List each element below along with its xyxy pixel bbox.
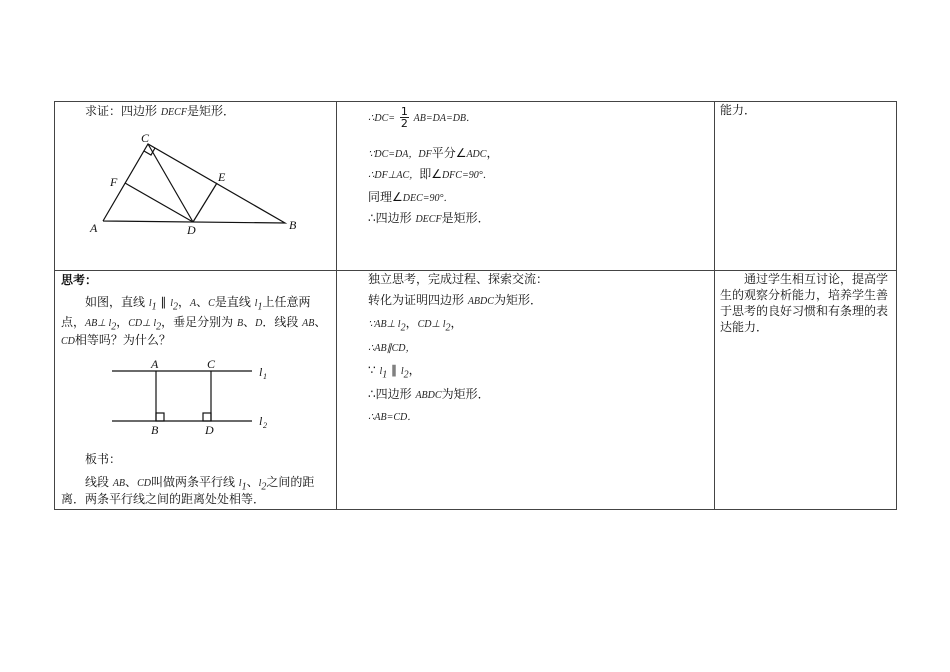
- work-line-1: 独立思考，完成过程、探索交流：: [368, 272, 549, 286]
- question-line-1: 如图，直线 $l_1$ ∥ $l_2$，A、C是直线 $l_1$上任意两: [85, 295, 311, 313]
- table-row: [55, 102, 897, 271]
- fraction-half: $\frac{1}{2}$: [400, 105, 408, 130]
- label-f: F: [110, 175, 118, 189]
- label-b: B: [289, 218, 297, 232]
- label-c: C: [207, 357, 216, 371]
- label-l1: l: [259, 365, 263, 379]
- table-row: [55, 271, 897, 510]
- board-line-2: 离．两条平行线之间的距离处处相等．: [61, 492, 266, 506]
- cell-intent: [715, 271, 897, 510]
- proof-line-1: ∴DC= $\frac{1}{2}$ AB=DA=DB．: [368, 105, 477, 130]
- work-line-2: 转化为证明四边形 ABDC为矩形．: [368, 293, 542, 307]
- work-line-4: ∴AB∥CD，: [368, 343, 416, 354]
- proof-line-5: ∴四边形 DECF是矩形．: [368, 211, 490, 225]
- cell-proof: [337, 102, 715, 271]
- triangle-figure: [55, 102, 336, 271]
- label-d: D: [187, 223, 196, 237]
- label-b: B: [151, 423, 159, 437]
- intent-text: 通过学生相互讨论，提高学生的观察分析能力，培养学生善于思考的良好习惯和有条理的表达能力．: [720, 272, 889, 334]
- label-e: E: [218, 170, 226, 184]
- label-a: A: [151, 357, 159, 371]
- cell-thinking: [55, 271, 337, 510]
- work-line-6: ∴四边形 ABDC为矩形．: [368, 387, 490, 401]
- work-line-3: ∵AB⊥ $l_2$，CD⊥ $l_2$，: [368, 316, 463, 334]
- label-c: C: [141, 131, 150, 145]
- cell-goal: [715, 102, 897, 271]
- question-line-2: 点，AB⊥ $l_2$，CD⊥ $l_2$，垂足分别为 B、D．线段 AB、: [61, 315, 327, 333]
- cell-student-work: [337, 271, 715, 510]
- lesson-table: [54, 101, 897, 510]
- proof-line-3: ∴DF⊥AC，即∠DFC=90°．: [368, 167, 493, 181]
- thinking-title: 思考：: [61, 273, 98, 287]
- cell-problem: [55, 102, 337, 271]
- prove-statement: 求证：四边形 DECF是矩形．: [85, 104, 235, 118]
- label-a: A: [90, 221, 98, 235]
- label-l2: l: [259, 414, 263, 428]
- board-title: 板书：: [85, 452, 122, 466]
- label-l1-sub: 1: [263, 372, 267, 381]
- label-l2-sub: 2: [263, 421, 267, 430]
- proof-line-4: 同理∠DEC=90°．: [368, 190, 454, 204]
- work-line-5: ∵ $l_1$ ∥ $l_2$，: [368, 363, 421, 381]
- question-line-3: CD相等吗？为什么？: [61, 333, 171, 347]
- label-d: D: [205, 423, 214, 437]
- work-line-7: ∴AB=CD．: [368, 412, 418, 423]
- goal-text: 能力．: [720, 103, 757, 117]
- proof-line-2: ∵DC=DA，DF平分∠ADC，: [368, 146, 499, 160]
- board-line-1: 线段 AB、CD叫做两条平行线 $l_1$、$l_2$之间的距: [85, 475, 315, 493]
